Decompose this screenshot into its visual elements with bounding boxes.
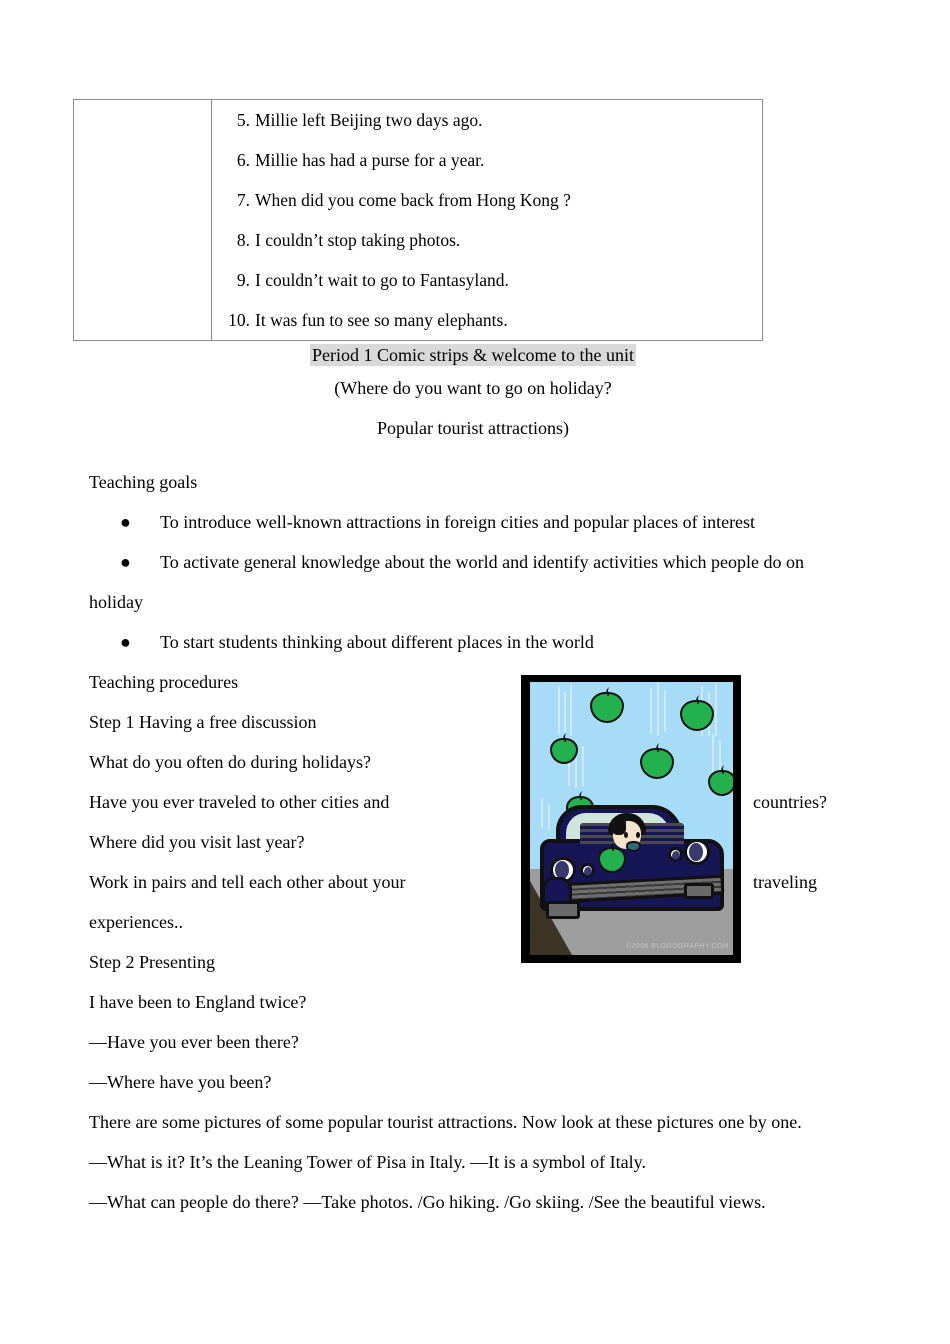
goal-text: To activate general knowledge about the world and identify activities which people do on [160, 552, 805, 572]
goal-item [89, 622, 861, 662]
sentence-number: 10. [228, 310, 250, 330]
step2-heading: Step 2 Presenting [89, 952, 215, 972]
subtitle-line-2: Popular tourist attractions) [377, 418, 569, 438]
sentence-number: 6. [236, 150, 250, 170]
table-cell-left [74, 100, 212, 341]
watermark: ©2006 BLOGOGRAPHY.COM [626, 943, 729, 950]
step2-line: —Where have you been? [89, 1072, 272, 1092]
step2-line: I have been to England twice? [89, 992, 307, 1012]
step1-line: Work in pairs and tell each other about your [89, 872, 406, 892]
table-row [74, 100, 763, 341]
page-title-row [73, 342, 873, 368]
goal-item [89, 502, 861, 542]
step1-line-right: countries? [753, 792, 827, 812]
bangs [610, 817, 626, 835]
sentence-line [212, 180, 762, 220]
step1-line-right: traveling [753, 872, 817, 892]
goal-text-continuation: holiday [89, 592, 143, 612]
eye [636, 832, 640, 838]
sentence-number: 8. [236, 230, 250, 250]
step2-line: There are some pictures of some popular tourist attractions. Now look at these pictures one by one. [89, 1112, 802, 1132]
sentence-line [212, 100, 762, 140]
table-cell-sentences [212, 100, 763, 341]
sentence-text: I couldn’t wait to go to Fantasyland. [255, 270, 509, 290]
sentence-text: I couldn’t stop taking photos. [255, 230, 461, 250]
bullet-icon: ● [120, 632, 131, 652]
sentence-text: It was fun to see so many elephants. [255, 310, 508, 330]
sentence-table [73, 99, 763, 341]
sentence-number: 9. [236, 270, 250, 290]
sentence-line [212, 220, 762, 260]
teaching-procedures-heading: Teaching procedures [89, 672, 239, 692]
step1-line: Where did you visit last year? [89, 832, 305, 852]
step1-heading: Step 1 Having a free discussion [89, 712, 317, 732]
sentence-text: Millie left Beijing two days ago. [255, 110, 483, 130]
step2-line: —What is it? It’s the Leaning Tower of Pisa in Italy. —It is a symbol of Italy. [89, 1152, 646, 1172]
mouth [626, 841, 641, 852]
subtitle-line-1: (Where do you want to go on holiday? [334, 378, 612, 398]
bullet-icon: ● [120, 552, 131, 572]
sentence-line [212, 300, 762, 340]
goal-text: To start students thinking about different places in the world [160, 632, 594, 652]
step1-line: experiences.. [89, 912, 183, 932]
sentence-text: Millie has had a purse for a year. [255, 150, 485, 170]
title-block [73, 342, 873, 448]
bullet-icon: ● [120, 512, 131, 532]
goal-text: To introduce well-known attractions in foreign cities and popular places of interest [160, 512, 756, 532]
sentence-number: 7. [236, 190, 250, 210]
page-title: Period 1 Comic strips & welcome to the unit [312, 345, 634, 365]
sentence-line [212, 140, 762, 180]
step1-line: Have you ever traveled to other cities and [89, 792, 390, 812]
sentence-text: When did you come back from Hong Kong ? [255, 190, 571, 210]
eye [624, 832, 628, 838]
document-body [89, 462, 861, 1222]
goal-item [89, 542, 861, 622]
sentence-number: 5. [236, 110, 250, 130]
step1-line: What do you often do during holidays? [89, 752, 371, 772]
step2-line: —What can people do there? —Take photos. /Go hiking. /Go skiing. /See the beautiful views. [89, 1192, 766, 1212]
step2-line: —Have you ever been there? [89, 1032, 299, 1052]
teaching-goals-heading: Teaching goals [89, 472, 198, 492]
sentence-line [212, 260, 762, 300]
